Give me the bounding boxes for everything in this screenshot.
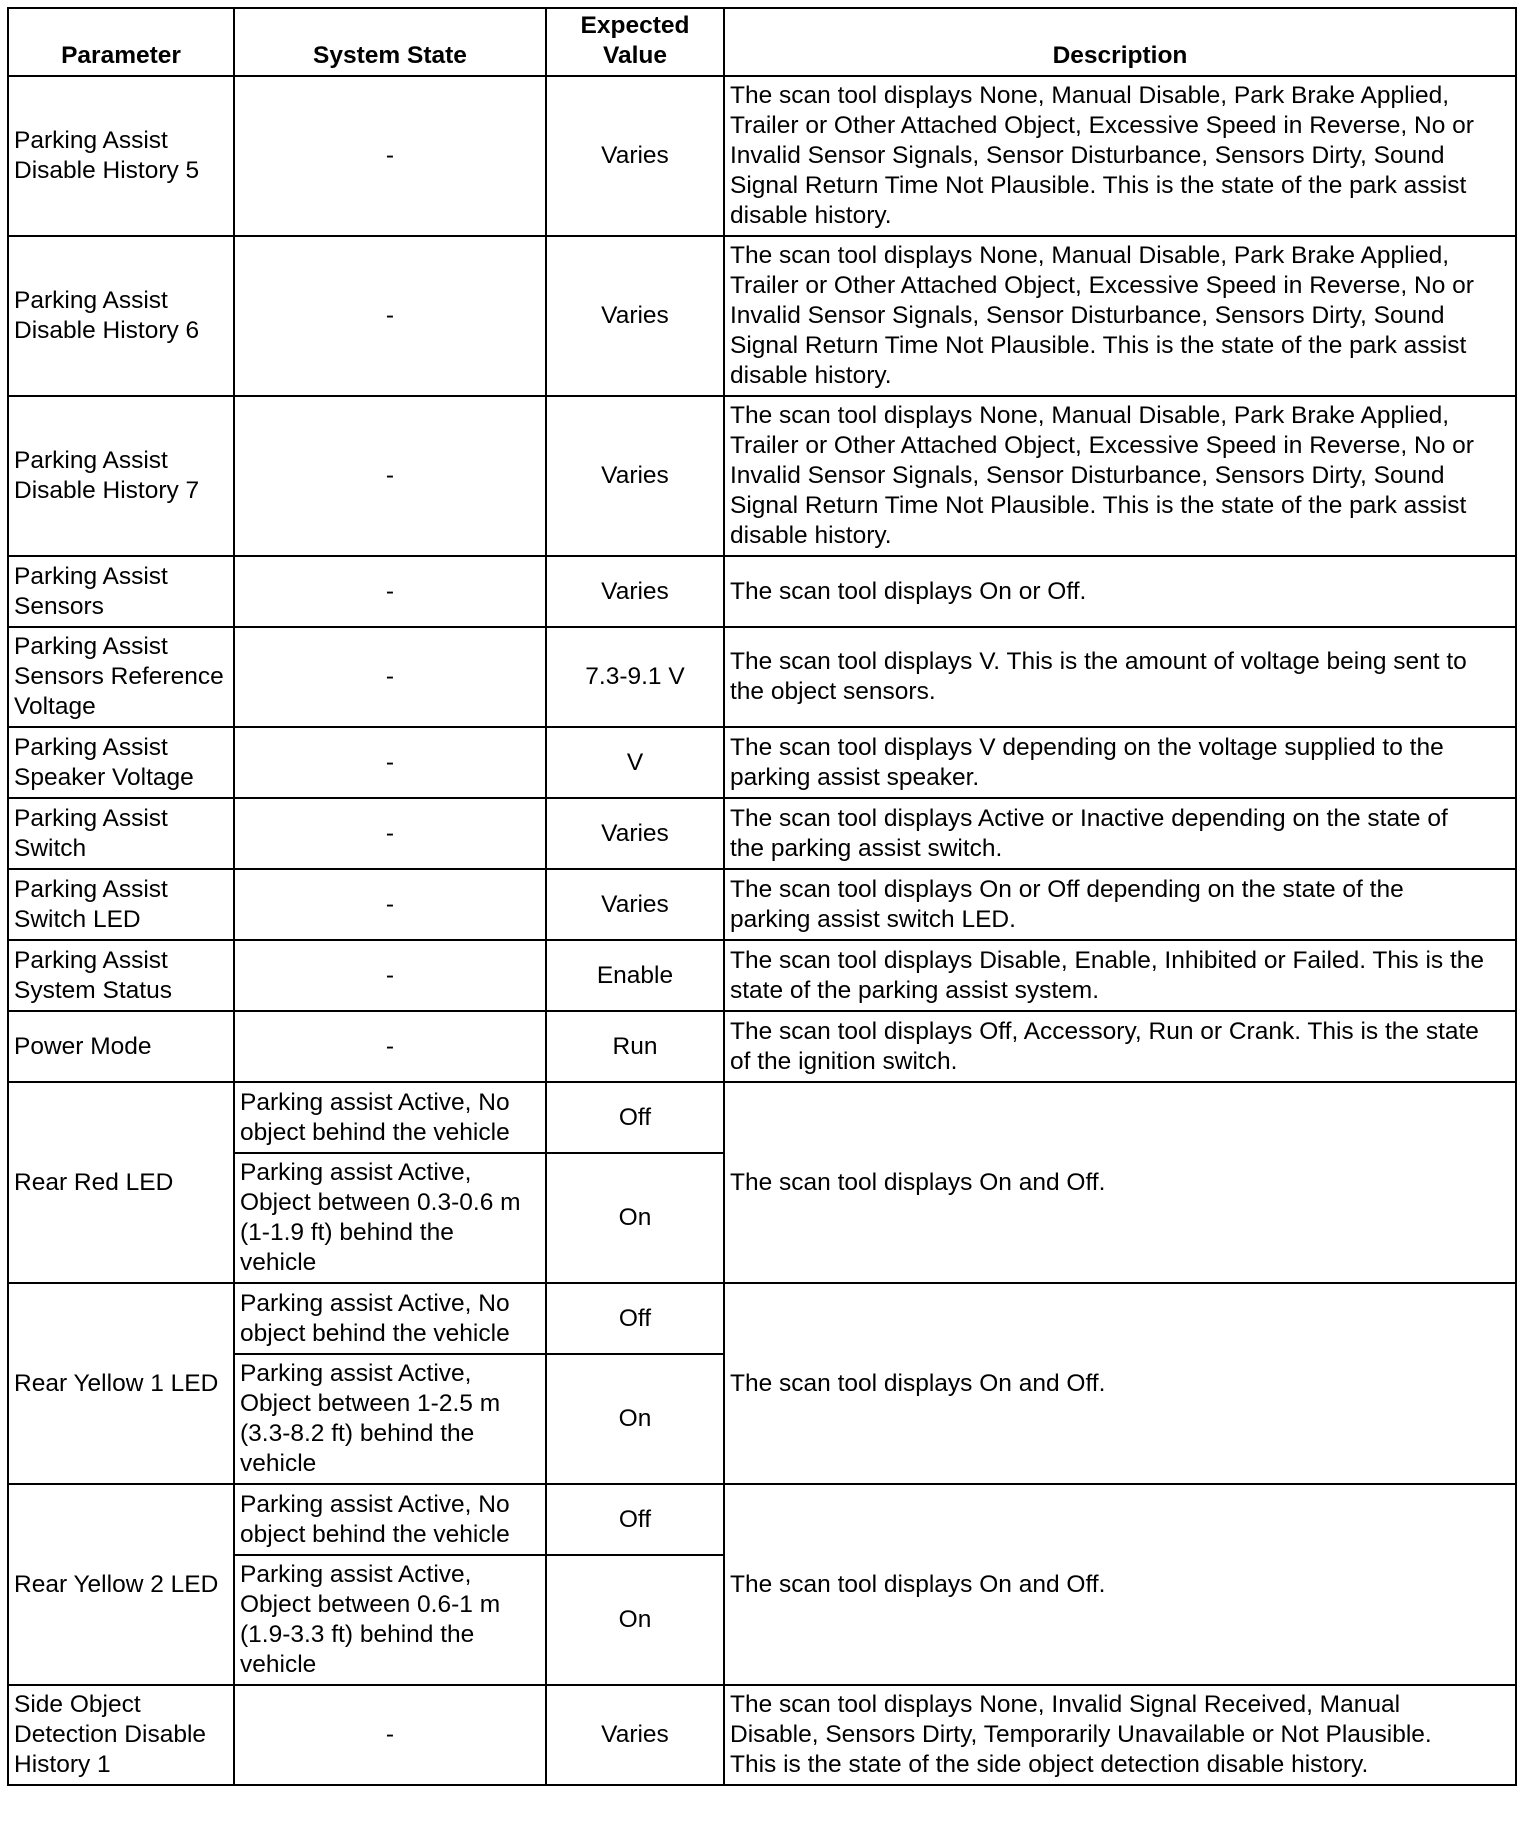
expected-value-cell: Varies [546,236,724,396]
table-row [8,1685,1516,1785]
description-cell: The scan tool displays On and Off. [724,1082,1516,1283]
description-cell: The scan tool displays Disable, Enable, Inhibited or Failed. This is the state of the parking assist system. [724,940,1516,1011]
expected-value-cell: On [546,1555,724,1685]
parameter-cell: Power Mode [8,1011,234,1082]
expected-value-cell: On [546,1354,724,1484]
system-state-cell: - [234,556,546,627]
expected-value-cell: Varies [546,556,724,627]
table-row [8,798,1516,869]
table-row [8,727,1516,798]
system-state-cell: - [234,869,546,940]
system-state-cell: - [234,798,546,869]
system-state-cell: - [234,396,546,556]
system-state-cell: - [234,1685,546,1785]
parameter-cell: Parking Assist Speaker Voltage [8,727,234,798]
description-cell: The scan tool displays None, Invalid Signal Received, Manual Disable, Sensors Dirty, Temporarily Unavailable or Not Plausible. This is the state of the side object detection disable history. [724,1685,1516,1785]
expected-value-cell: 7.3-9.1 V [546,627,724,727]
table-row [8,1082,1516,1153]
table-row [8,1011,1516,1082]
table-row [8,236,1516,396]
description-cell: The scan tool displays None, Manual Disable, Park Brake Applied, Trailer or Other Attached Object, Excessive Speed in Reverse, No or Invalid Sensor Signals, Sensor Disturbance, Sensors Dirty, Sound Signal Return Time Not Plausible. This is the state of the park assist disable history. [724,396,1516,556]
table-row [8,1484,1516,1555]
description-cell: The scan tool displays On and Off. [724,1283,1516,1484]
table-row [8,869,1516,940]
expected-value-cell: Off [546,1082,724,1153]
table-row [8,76,1516,236]
table-row [8,627,1516,727]
expected-value-cell: Off [546,1484,724,1555]
description-cell: The scan tool displays V. This is the amount of voltage being sent to the object sensors. [724,627,1516,727]
header-system-state: System State [234,8,546,76]
header-row [8,8,1516,76]
description-cell: The scan tool displays V depending on the voltage supplied to the parking assist speaker. [724,727,1516,798]
system-state-cell: - [234,76,546,236]
system-state-cell: - [234,727,546,798]
system-state-cell: Parking assist Active, No object behind the vehicle [234,1283,546,1354]
table-row [8,556,1516,627]
header-description: Description [724,8,1516,76]
description-cell: The scan tool displays Active or Inactive depending on the state of the parking assist switch. [724,798,1516,869]
header-expected-value: Expected Value [546,8,724,76]
parameter-cell: Parking Assist Disable History 5 [8,76,234,236]
parameter-cell: Rear Red LED [8,1082,234,1283]
expected-value-cell: V [546,727,724,798]
description-cell: The scan tool displays None, Manual Disable, Park Brake Applied, Trailer or Other Attached Object, Excessive Speed in Reverse, No or Invalid Sensor Signals, Sensor Disturbance, Sensors Dirty, Sound Signal Return Time Not Plausible. This is the state of the park assist disable history. [724,76,1516,236]
table-row [8,396,1516,556]
parameter-cell: Parking Assist Disable History 7 [8,396,234,556]
parameter-cell: Rear Yellow 1 LED [8,1283,234,1484]
description-cell: The scan tool displays On or Off depending on the state of the parking assist switch LED. [724,869,1516,940]
system-state-cell: Parking assist Active, No object behind the vehicle [234,1484,546,1555]
system-state-cell: Parking assist Active, Object between 0.6-1 m (1.9-3.3 ft) behind the vehicle [234,1555,546,1685]
expected-value-cell: On [546,1153,724,1283]
expected-value-cell: Varies [546,869,724,940]
parameter-cell: Parking Assist System Status [8,940,234,1011]
parameter-cell: Parking Assist Sensors [8,556,234,627]
system-state-cell: - [234,940,546,1011]
expected-value-cell: Varies [546,76,724,236]
expected-value-cell: Enable [546,940,724,1011]
expected-value-cell: Varies [546,1685,724,1785]
header-parameter: Parameter [8,8,234,76]
expected-value-cell: Varies [546,396,724,556]
system-state-cell: Parking assist Active, Object between 1-2.5 m (3.3-8.2 ft) behind the vehicle [234,1354,546,1484]
parameter-cell: Parking Assist Switch [8,798,234,869]
description-cell: The scan tool displays Off, Accessory, Run or Crank. This is the state of the ignition switch. [724,1011,1516,1082]
table-row [8,940,1516,1011]
expected-value-cell: Varies [546,798,724,869]
parameter-cell: Rear Yellow 2 LED [8,1484,234,1685]
system-state-cell: Parking assist Active, No object behind the vehicle [234,1082,546,1153]
description-cell: The scan tool displays None, Manual Disable, Park Brake Applied, Trailer or Other Attached Object, Excessive Speed in Reverse, No or Invalid Sensor Signals, Sensor Disturbance, Sensors Dirty, Sound Signal Return Time Not Plausible. This is the state of the park assist disable history. [724,236,1516,396]
system-state-cell: - [234,627,546,727]
system-state-cell: - [234,1011,546,1082]
system-state-cell: Parking assist Active, Object between 0.3-0.6 m (1-1.9 ft) behind the vehicle [234,1153,546,1283]
expected-value-cell: Off [546,1283,724,1354]
parameter-cell: Side Object Detection Disable History 1 [8,1685,234,1785]
parameter-cell: Parking Assist Disable History 6 [8,236,234,396]
parameter-cell: Parking Assist Switch LED [8,869,234,940]
expected-value-cell: Run [546,1011,724,1082]
parameter-table [7,7,1517,1786]
description-cell: The scan tool displays On or Off. [724,556,1516,627]
parameter-cell: Parking Assist Sensors Reference Voltage [8,627,234,727]
table-row [8,1283,1516,1354]
description-cell: The scan tool displays On and Off. [724,1484,1516,1685]
system-state-cell: - [234,236,546,396]
